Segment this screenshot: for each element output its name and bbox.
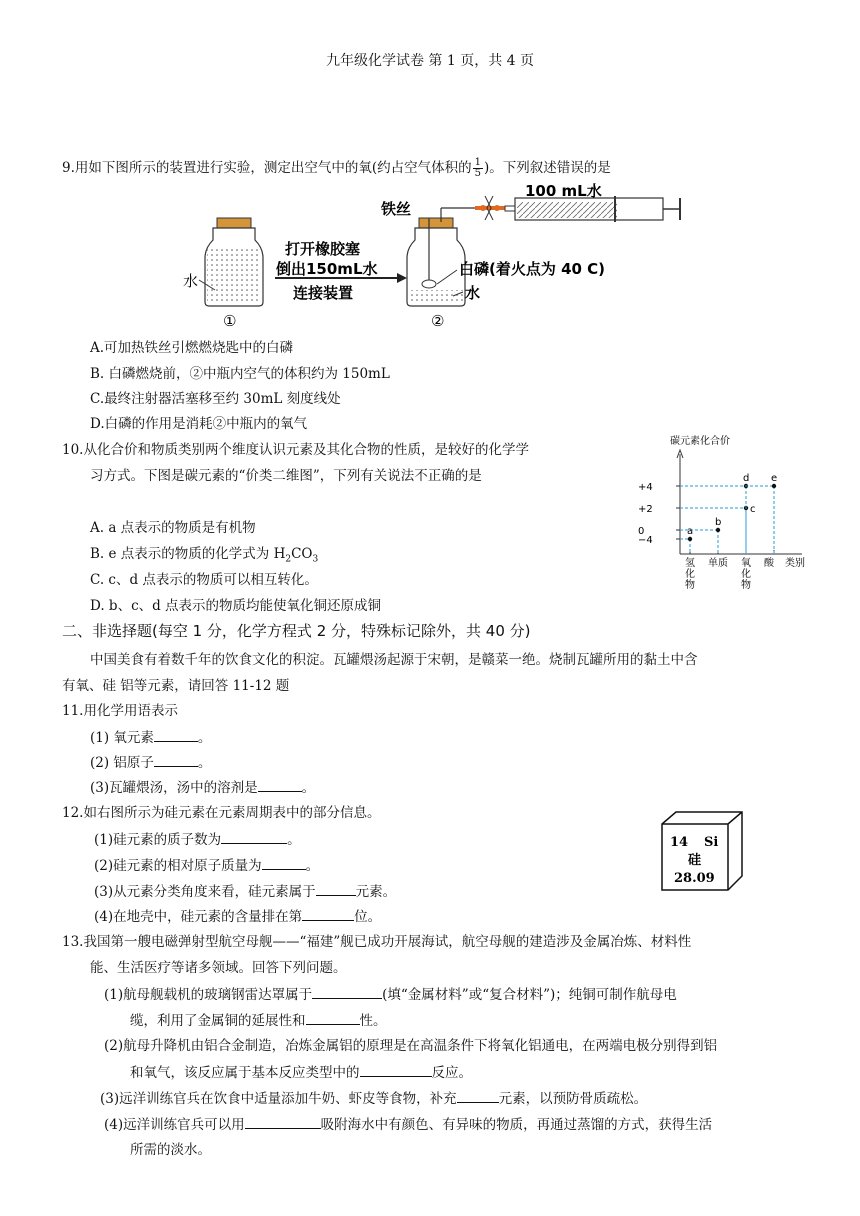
y-tick-label: +4	[638, 482, 653, 493]
syringe-label: 100 mL水	[525, 182, 602, 200]
q9-option-a: A.可加热铁丝引燃燃烧匙中的白磷	[90, 340, 294, 356]
q9-stem-part2: )。下列叙述错误的是	[484, 160, 611, 176]
q9-option-d: D.白磷的作用是消耗②中瓶内的氧气	[90, 416, 308, 432]
point-label-e: e	[771, 473, 778, 484]
arrow-text-2: 倒出150mL水	[276, 260, 378, 278]
x-tick-label: 物	[741, 580, 751, 591]
q13-part-3-text-b: 元素，以预防骨质疏松。	[498, 1091, 648, 1107]
q11-item-2-text: (2) 铝原子	[90, 755, 154, 771]
q11-item-1	[90, 727, 211, 748]
q13-part-3-text: (3)远洋训练官兵在饮食中适量添加牛奶、虾皮等食物，补充	[100, 1091, 457, 1107]
step-one-label: ①	[223, 312, 237, 328]
q12-stem: 12.如右图所示为硅元素在元素周期表中的部分信息。	[62, 805, 381, 821]
q10-option-d: D. b、c、d 点表示的物质均能使氧化铜还原成铜	[90, 598, 382, 614]
q13-part-4-text-b: 吸附海水中有颜色、有异味的物质，再通过蒸馏的方式，获得生活	[320, 1117, 713, 1133]
q13-part-2: (2)航母升降机由铝合金制造，冶炼金属铝的原理是在高温条件下将氧化铝通电，在两端电极分别得到铝	[104, 1038, 718, 1054]
point-label-a: a	[687, 526, 694, 537]
step-two-label: ②	[431, 312, 445, 328]
x-tick-label: 化	[685, 569, 695, 580]
q13-part-2-text-b: 和氧气，该反应属于基本反应类型中的	[130, 1065, 360, 1081]
q13-part-2-cont	[130, 1062, 472, 1083]
q12-item-2-text: (2)硅元素的相对原子质量为	[94, 858, 262, 874]
q11-item-3-text: (3)瓦罐煨汤，汤中的溶剂是	[90, 780, 258, 796]
q9-option-c: C.最终注射器活塞移至约 30mL 刻度线处	[90, 391, 341, 407]
q11-item-2	[90, 752, 211, 773]
period: 。	[287, 832, 301, 848]
q9-stem-part1: 9.用如下图所示的装置进行实验，测定出空气中的氧(约占空气体积的	[62, 160, 472, 176]
q9-stem	[62, 158, 611, 179]
q13-part-1-text: (1)航母舰载机的玻璃钢雷达罩属于	[104, 987, 313, 1003]
point-e	[772, 484, 776, 488]
period: 。	[197, 755, 212, 771]
q13-part-4-cont: 所需的淡水。	[130, 1142, 211, 1158]
subscript-2: 2	[285, 554, 292, 565]
answer-blank[interactable]	[316, 881, 356, 896]
answer-blank[interactable]	[312, 984, 382, 999]
q13-part-1-text-d: 性。	[359, 1013, 387, 1029]
answer-blank[interactable]	[262, 855, 306, 870]
q13-part-4	[104, 1114, 712, 1135]
q10-option-a: A. a 点表示的物质是有机物	[90, 520, 256, 536]
water-label-2: 水	[465, 284, 481, 302]
q11-stem: 11.用化学用语表示	[62, 703, 178, 719]
answer-blank[interactable]	[302, 906, 354, 921]
q13-part-1	[104, 984, 677, 1005]
answer-blank[interactable]	[154, 752, 198, 767]
arrow-text-1: 打开橡胶塞	[285, 240, 361, 258]
arrow-text-3: 连接装置	[293, 284, 354, 302]
water-label-1: 水	[183, 272, 199, 290]
y-tick-label: −4	[638, 535, 653, 546]
q12-item-3-text: (3)从元素分类角度来看，硅元素属于	[94, 884, 316, 900]
section-two-intro-1: 中国美食有着数千年的饮食文化的积淀。瓦罐煨汤起源于宋朝，是赣菜一绝。烧制瓦罐所用的黏土中含	[90, 652, 698, 668]
q10-option-b-text: B. e 点表示的物质的化学式为 H	[90, 546, 286, 562]
y-tick-label: 0	[638, 526, 645, 537]
q13-part-1-cont	[130, 1010, 387, 1031]
q13-part-3	[100, 1088, 647, 1109]
bottle-one	[205, 218, 263, 306]
phosphorus-label: 白磷(着火点为 40 C)	[459, 260, 606, 278]
q10-option-c: C. c、d 点表示的物质可以相互转化。	[90, 572, 318, 588]
q12-item-3-end: 元素。	[355, 884, 397, 900]
period: 。	[301, 780, 316, 796]
q13-part-1-text-c: 缆，利用了金属铜的延展性和	[130, 1013, 306, 1029]
section-two-title: 二、非选择题(每空 1 分，化学方程式 2 分，特殊标记除外，共 40 分)	[62, 622, 531, 640]
y-tick-label: +2	[638, 504, 653, 515]
one-fifth-fraction	[473, 158, 483, 179]
page-header: 九年级化学试卷 第 1 页，共 4 页	[325, 53, 535, 69]
x-tick-label: 物	[685, 580, 695, 591]
period: 。	[305, 858, 320, 874]
q10-option-b-co: CO	[291, 546, 313, 562]
q13-stem-line2: 能、生活医疗等诸多领域。回答下列问题。	[90, 960, 347, 976]
q10-option-b	[90, 544, 318, 570]
answer-blank[interactable]	[221, 829, 287, 844]
q9-option-b: B. 白磷燃烧前，②中瓶内空气的体积约为 150mL	[90, 366, 390, 382]
section-two-intro-2: 有氧、硅 铝等元素，请回答 11-12 题	[62, 678, 290, 694]
point-label-b: b	[715, 517, 722, 528]
q13-stem-line1: 13.我国第一艘电磁弹射型航空母舰——“福建”舰已成功开展海试，航空母舰的建造涉及金属冶炼、材料性	[62, 934, 692, 950]
arrow-head	[397, 273, 407, 283]
x-axis-label: 类别	[785, 558, 805, 569]
element-symbol: Si	[704, 835, 719, 850]
q12-item-1-text: (1)硅元素的质子数为	[94, 832, 222, 848]
q10-stem-line1: 10.从化合价和物质类别两个维度认识元素及其化合物的性质，是较好的化学学	[62, 442, 529, 458]
answer-blank[interactable]	[154, 727, 198, 742]
q13-part-4-text: (4)远洋训练官兵可以用	[104, 1117, 245, 1133]
q9-apparatus-figure	[175, 178, 690, 328]
x-tick-label: 氢	[685, 558, 695, 569]
q13-part-2-text-c: 反应。	[431, 1065, 472, 1081]
x-tick-label: 氧	[741, 558, 751, 569]
q12-item-1	[94, 829, 301, 850]
atomic-number: 14	[670, 835, 689, 850]
q11-item-1-text: (1) 氧元素	[90, 730, 154, 746]
iron-wire-label: 铁丝	[381, 200, 412, 218]
x-tick-label: 化	[741, 569, 751, 580]
x-tick-label: 单质	[708, 558, 728, 569]
period: 。	[197, 730, 212, 746]
q12-item-4-text: (4)在地壳中，硅元素的含量排在第	[94, 909, 303, 925]
answer-blank[interactable]	[360, 1062, 432, 1077]
carbon-valence-chart	[630, 434, 810, 594]
y-axis-label: 碳元素化合价	[670, 436, 730, 447]
q12-item-2	[94, 855, 319, 876]
point-label-c: c	[750, 504, 756, 515]
q11-item-3	[90, 777, 315, 798]
point-b	[716, 528, 720, 532]
fraction-numerator: 1	[474, 157, 482, 168]
answer-blank[interactable]	[457, 1088, 499, 1103]
q13-part-1-text-b: (填“金属材料”或“复合材料”)；纯铜可制作航母电	[382, 987, 677, 1003]
q12-item-4-end: 位。	[354, 909, 382, 925]
silicon-element-cell	[660, 810, 744, 892]
x-tick-label: 酸	[764, 558, 774, 569]
atomic-mass: 28.09	[674, 871, 715, 886]
answer-blank[interactable]	[258, 777, 302, 792]
fraction-denominator: 5	[474, 168, 482, 179]
subscript-3: 3	[312, 554, 319, 565]
q12-item-4	[94, 906, 381, 927]
point-label-d: d	[743, 473, 750, 484]
point-a	[688, 537, 692, 541]
q10-stem-line2: 习方式。下图是碳元素的“价类二维图”，下列有关说法不正确的是	[90, 468, 482, 484]
element-name: 硅	[688, 853, 702, 868]
answer-blank[interactable]	[306, 1010, 360, 1025]
q12-item-3	[94, 881, 396, 902]
answer-blank[interactable]	[245, 1114, 321, 1129]
